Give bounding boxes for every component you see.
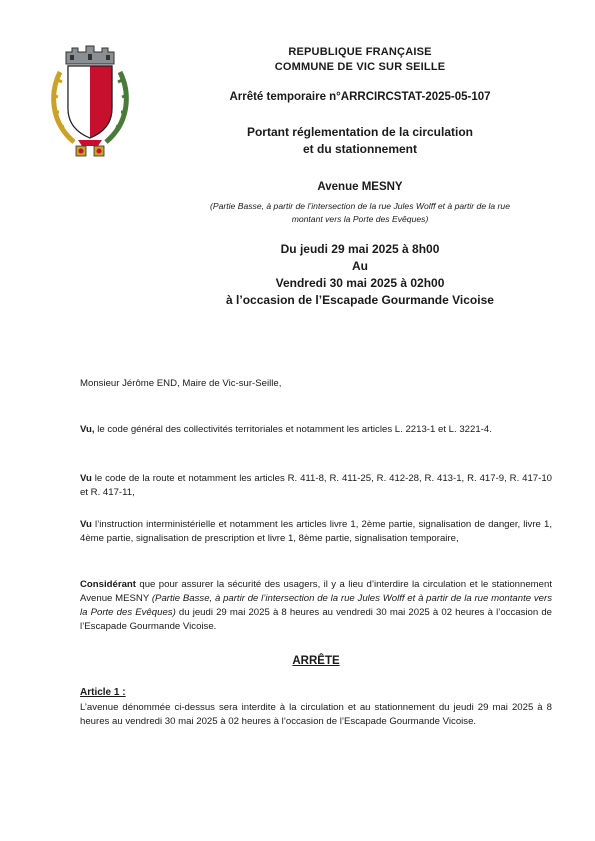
header-block	[140, 45, 580, 75]
considerant-text-2: du jeudi 29 mai 2025 à 8 heures au vendredi 30 mai 2025 à 02 heures à l’occasion de l’Escapade Gourmande Vicoise.	[80, 607, 552, 632]
vu-label: Vu	[80, 519, 92, 530]
maire-line: Monsieur Jérôme END, Maire de Vic-sur-Seille,	[80, 378, 282, 389]
vu-label: Vu,	[80, 424, 95, 435]
republic-title: REPUBLIQUE FRANÇAISE	[288, 46, 432, 58]
arrete-number: Arrêté temporaire n°ARRCIRCSTAT-2025-05-107	[229, 91, 491, 103]
vu-paragraph-3	[80, 518, 552, 546]
avenue-title: Avenue MESNY	[317, 181, 403, 193]
subject-line-1: Portant réglementation de la circulation	[246, 125, 474, 139]
article-1-text: L’avenue dénommée ci-dessus sera interdite à la circulation et au stationnement du jeudi 29 mai 2025 à 8 heures au vendredi 30 mai 2025 à 02 heures à l’occasion de l’Escapade Gourmande Vicoise.	[80, 702, 552, 727]
arrete-subject	[140, 124, 580, 158]
subject-line-2: et du stationnement	[302, 142, 417, 156]
article-1-heading: Article 1 :	[80, 687, 126, 698]
vu-paragraph-1	[80, 423, 552, 437]
section-note-line-1: (Partie Basse, à partir de l’intersection de la rue Jules Wolff et à partir de la rue	[210, 201, 510, 211]
considerant-label: Considérant	[80, 579, 136, 590]
date-to: Vendredi 30 mai 2025 à 02h00	[275, 276, 445, 290]
considerant-italic: (Partie Basse, à partir de l’intersection de la rue Jules Wolff et à partir de la rue montante vers la Porte des Evêques)	[80, 593, 552, 618]
arrete-heading: ARRÊTE	[292, 655, 340, 667]
vu-label: Vu	[80, 473, 92, 484]
date-block	[140, 241, 580, 309]
section-note-line-2: montant vers la Porte des Evêques)	[291, 214, 429, 224]
considerant-text-1: que pour assurer la sécurité des usagers, il y a lieu d’interdire la circulation et le stationnement Avenue MESNY	[80, 579, 552, 604]
vu-text: le code général des collectivités territoriales et notamment les articles L. 2213-1 et L. 3221-4.	[94, 424, 492, 435]
coat-of-arms-icon	[48, 42, 132, 160]
considerant-paragraph	[80, 578, 552, 634]
date-from: Du jeudi 29 mai 2025 à 8h00	[280, 242, 440, 256]
date-occasion: à l’occasion de l’Escapade Gourmande Vicoise	[226, 293, 494, 307]
avenue-section-note	[150, 200, 570, 226]
vu-paragraph-2	[80, 472, 552, 500]
date-au: Au	[352, 259, 368, 273]
vu-text: l’instruction interministérielle et notamment les articles livre 1, 2ème partie, signalisation de danger, livre 1, 4ème partie, signalisation de prescription et livre 1, 8ème partie, signalisation temporaire,	[80, 519, 552, 544]
commune-title: COMMUNE DE VIC SUR SEILLE	[274, 61, 446, 73]
vu-text: le code de la route et notamment les articles R. 411-8, R. 411-25, R. 412-28, R. 413-1, R. 417-9, R. 417-10 et R. 417-11,	[80, 473, 552, 498]
